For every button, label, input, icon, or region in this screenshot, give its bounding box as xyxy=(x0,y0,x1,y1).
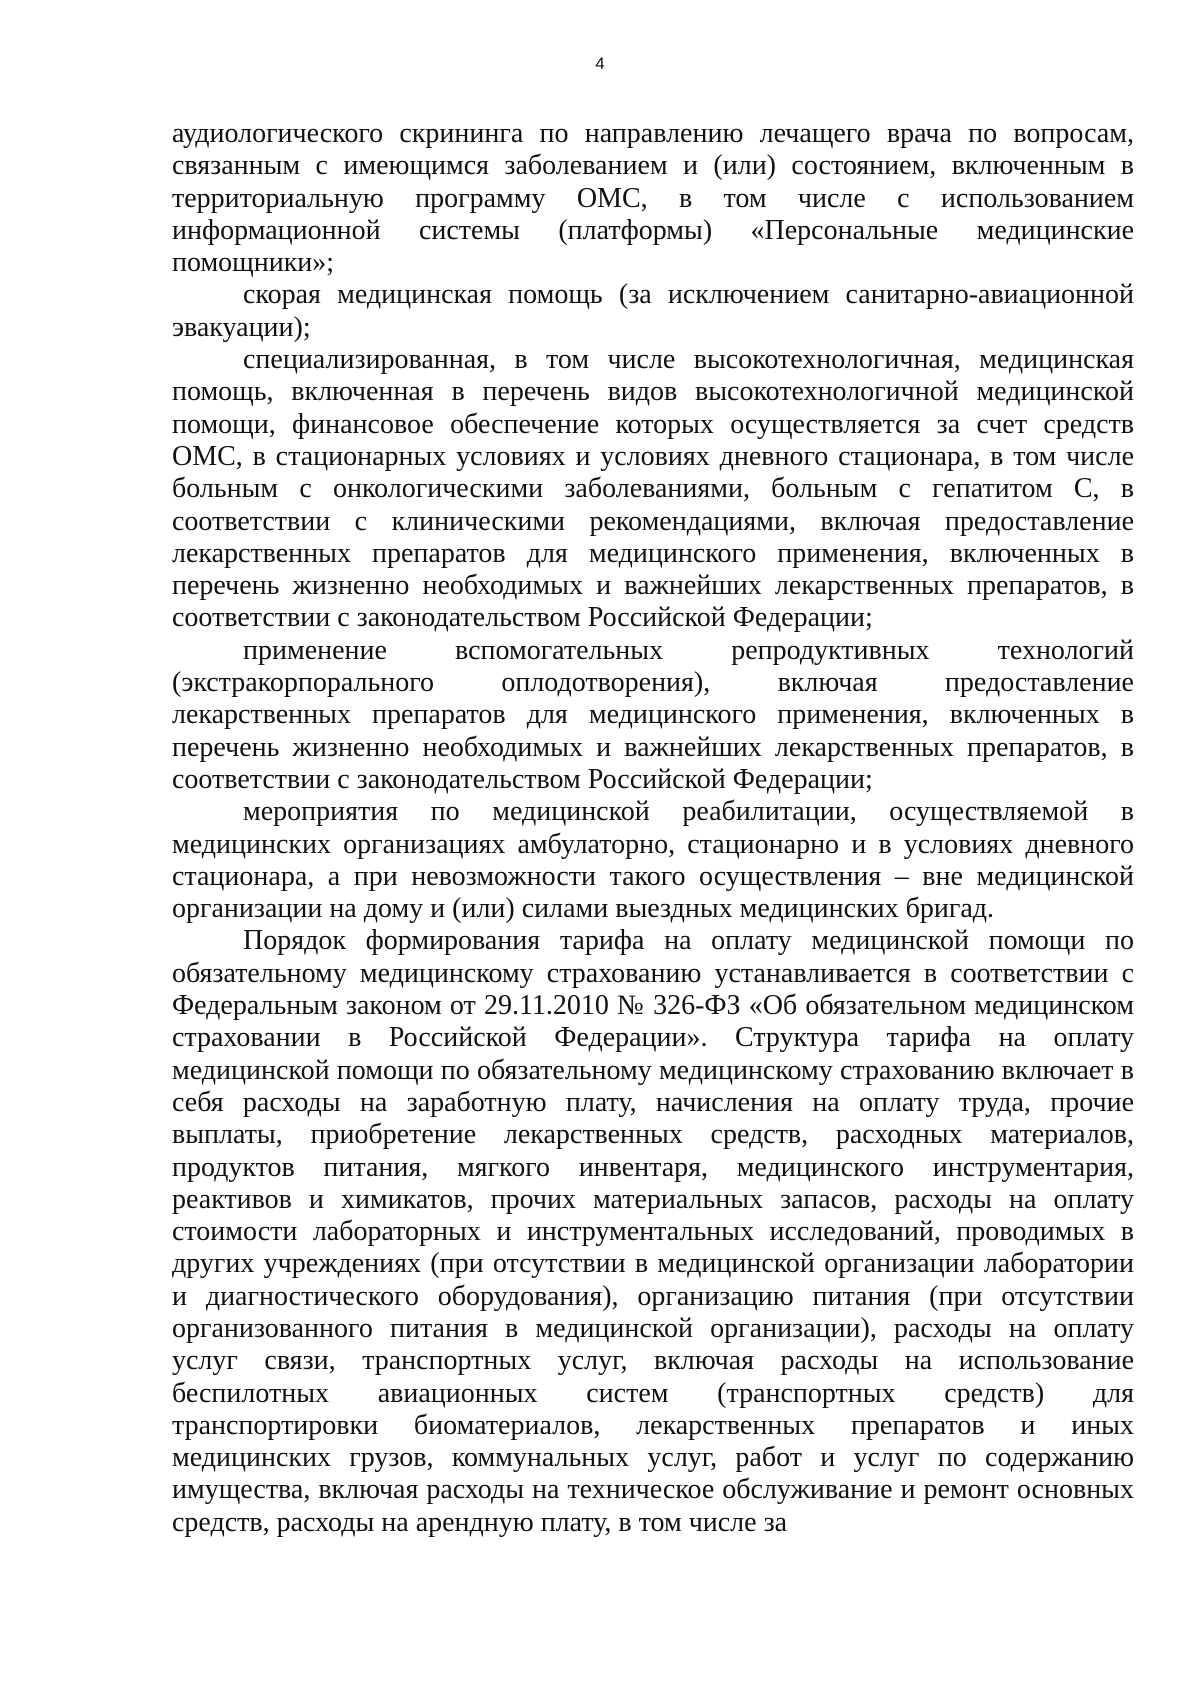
paragraph-medical-rehabilitation: мероприятия по медицинской реабилитации, осуществляемой в медицинских организациях амбулаторно, стационарно и в условиях дневного стационара, а при невозможности такого осуществления – вне медицинской организации на дому и (или) силами выездных медицинских бригад. xyxy=(172,796,1134,925)
paragraph-audiology-screening: аудиологического скрининга по направлению лечащего врача по вопросам, связанным с имеющимся заболеванием и (или) состоянием, включенным в территориальную программу ОМС, в том числе с использованием информационной системы (платформы) «Персональные медицинские помощники»; xyxy=(172,118,1134,279)
paragraph-tariff-structure: Порядок формирования тарифа на оплату медицинской помощи по обязательному медицинскому страхованию устанавливается в соответствии с Федеральным законом от 29.11.2010 № 326-ФЗ «Об обязательном медицинском страховании в Российской Федерации». Структура тарифа на оплату медицинской помощи по обязательному медицинскому страхованию включает в себя расходы на заработную плату, начисления на оплату труда, прочие выплаты, приобретение лекарственных средств, расходных материалов, продуктов питания, мягкого инвентаря, медицинского инструментария, реактивов и химикатов, прочих материальных запасов, расходы на оплату стоимости лабораторных и инструментальных исследований, проводимых в других учреждениях (при отсутствии в медицинской организации лаборатории и диагностического оборудования), организацию питания (при отсутствии организованного питания в медицинской организации), расходы на оплату услуг связи, транспортных услуг, включая расходы на использование беспилотных авиационных систем (транспортных средств) для транспортировки биоматериалов, лекарственных препаратов и иных медицинских грузов, коммунальных услуг, работ и услуг по содержанию имущества, включая расходы на техническое обслуживание и ремонт основных средств, расходы на арендную плату, в том числе за xyxy=(172,925,1134,1538)
page-number: 4 xyxy=(595,54,605,73)
paragraph-reproductive-technologies: применение вспомогательных репродуктивных технологий (экстракорпорального оплодотворения), включая предоставление лекарственных препаратов для медицинского применения, включенных в перечень жизненно необходимых и важнейших лекарственных препаратов, в соответствии с законодательством Российской Федерации; xyxy=(172,634,1134,795)
document-body xyxy=(172,118,1134,1539)
paragraph-emergency-care: скорая медицинская помощь (за исключением санитарно-авиационной эвакуации); xyxy=(172,279,1134,343)
paragraph-specialized-care: специализированная, в том числе высокотехнологичная, медицинская помощь, включенная в перечень видов высокотехнологичной медицинской помощи, финансовое обеспечение которых осуществляется за счет средств ОМС, в стационарных условиях и условиях дневного стационара, в том числе больным с онкологическими заболеваниями, больным с гепатитом С, в соответствии с клиническими рекомендациями, включая предоставление лекарственных препаратов для медицинского применения, включенных в перечень жизненно необходимых и важнейших лекарственных препаратов, в соответствии с законодательством Российской Федерации; xyxy=(172,344,1134,634)
